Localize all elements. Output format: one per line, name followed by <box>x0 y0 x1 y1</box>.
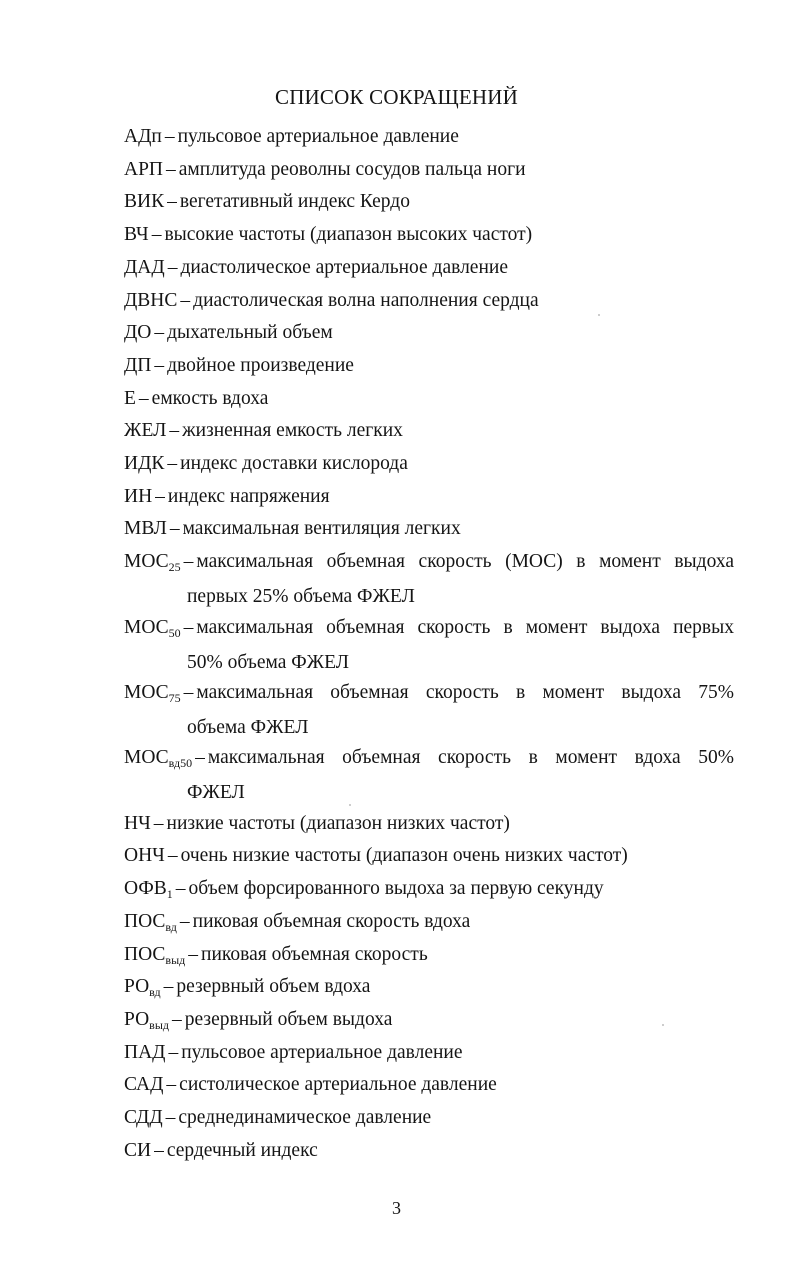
dash-separator: – <box>183 616 194 638</box>
scan-speck <box>662 1024 664 1026</box>
abbreviation-definition: вегетативный индекс Кердо <box>179 191 410 213</box>
abbreviation-term: СИ <box>124 1139 152 1161</box>
abbreviation-entry <box>124 1068 734 1101</box>
abbreviation-subscript: 50 <box>168 625 181 640</box>
entry-first-line <box>124 676 734 711</box>
abbreviation-subscript: вд <box>149 985 161 1000</box>
abbreviation-definition: емкость вдоха <box>151 387 269 409</box>
abbreviation-term: СДД <box>124 1107 163 1128</box>
abbreviation-term: МОС <box>124 551 169 573</box>
abbreviation-definition: высокие частоты (диапазон высоких частот) <box>164 224 533 246</box>
dash-separator: – <box>165 1107 176 1128</box>
dash-separator: – <box>188 943 199 965</box>
dash-separator: – <box>151 224 162 246</box>
abbreviation-definition: максимальная объемная скорость в момент выдоха первых <box>196 616 734 638</box>
dash-separator: – <box>169 518 180 540</box>
abbreviation-entry <box>124 1101 734 1134</box>
abbreviation-definition: резервный объем выдоха <box>184 1008 393 1030</box>
abbreviation-definition: диастолическая волна наполнения сердца <box>193 289 539 311</box>
abbreviation-term: САД <box>124 1074 164 1096</box>
abbreviation-definition: индекс доставки кислорода <box>180 453 408 474</box>
abbreviation-definition-continued: первых 25% объема ФЖЕЛ <box>187 586 415 608</box>
dash-separator: – <box>154 354 165 376</box>
abbreviation-term: АРП <box>124 158 164 180</box>
dash-separator: – <box>179 910 190 932</box>
abbreviation-term: ЖЕЛ <box>124 420 167 442</box>
abbreviation-entry <box>124 905 734 940</box>
abbreviation-entry <box>124 447 734 480</box>
abbreviation-definition: двойное произведение <box>167 354 354 376</box>
dash-separator: – <box>167 845 178 867</box>
abbreviation-definition: диастолическое артериальное давление <box>180 256 508 278</box>
dash-separator: – <box>166 158 176 180</box>
abbreviation-entry <box>124 970 734 1005</box>
dash-separator: – <box>167 191 177 213</box>
abbreviation-definition: среднединамическое давление <box>178 1107 432 1128</box>
abbreviation-term: НЧ <box>124 812 151 834</box>
page-number: 3 <box>392 1198 401 1218</box>
abbreviation-entry <box>124 872 734 907</box>
abbreviation-term: ОФВ <box>124 878 167 900</box>
abbreviation-entry <box>124 120 734 153</box>
abbreviation-entry <box>124 251 734 284</box>
abbreviation-term: РО <box>124 1008 150 1030</box>
abbreviation-definition: объем форсированного выдоха за первую секунду <box>188 878 604 900</box>
abbreviation-subscript: выд <box>149 1017 170 1032</box>
abbreviation-entry <box>124 218 734 251</box>
abbreviation-term: ВИК <box>124 191 165 213</box>
abbreviation-term: ИДК <box>124 453 165 474</box>
abbreviation-term: ДАД <box>124 256 165 278</box>
abbreviation-term: ПАД <box>124 1041 166 1063</box>
abbreviation-entry <box>124 839 734 872</box>
abbreviation-term: ОНЧ <box>124 845 165 867</box>
abbreviation-term: Е <box>124 387 136 409</box>
abbreviation-term: ДВНС <box>124 289 178 311</box>
abbreviation-entry <box>124 1036 734 1069</box>
dash-separator: – <box>169 420 180 442</box>
abbreviation-definition: очень низкие частоты (диапазон очень низких частот) <box>180 845 628 867</box>
abbreviation-subscript: 25 <box>168 560 181 575</box>
abbreviation-entry <box>124 676 734 744</box>
abbreviation-definition: максимальная объемная скорость в момент выдоха 75% <box>196 681 734 703</box>
abbreviation-definition: дыхательный объем <box>167 322 333 344</box>
abbreviation-subscript: 1 <box>166 887 173 902</box>
scan-speck <box>598 314 600 316</box>
dash-separator: – <box>183 551 194 573</box>
abbreviation-term: ИН <box>124 485 153 507</box>
abbreviation-definition: пульсовое артериальное давление <box>181 1041 463 1063</box>
entry-first-line <box>124 545 734 580</box>
dash-separator: – <box>164 126 175 147</box>
abbreviation-term: МОС <box>124 747 169 769</box>
dash-separator: – <box>172 1008 182 1030</box>
abbreviation-definition: пиковая объемная скорость <box>201 943 428 965</box>
abbreviation-definition: пиковая объемная скорость вдоха <box>192 910 471 932</box>
abbreviation-term: ДО <box>124 322 152 344</box>
abbreviation-subscript: 75 <box>168 690 181 705</box>
dash-separator: – <box>166 1074 177 1096</box>
abbreviation-term: МОС <box>124 616 169 638</box>
dash-separator: – <box>183 681 194 703</box>
abbreviation-definition: пульсовое артериальное давление <box>177 126 459 147</box>
abbreviation-definition: индекс напряжения <box>167 485 330 507</box>
abbreviation-definition-continued: объема ФЖЕЛ <box>187 716 309 738</box>
dash-separator: – <box>180 289 191 311</box>
dash-separator: – <box>154 322 165 344</box>
dash-separator: – <box>154 1139 164 1161</box>
abbreviation-entry <box>124 153 734 186</box>
abbreviation-definition-continued: ФЖЕЛ <box>187 782 245 804</box>
abbreviation-subscript: вд <box>165 919 177 934</box>
abbreviation-term: АДп <box>124 126 162 147</box>
abbreviation-definition: систолическое артериальное давление <box>179 1074 497 1096</box>
entry-first-line <box>124 741 734 776</box>
abbreviation-entry <box>124 480 734 513</box>
abbreviation-entry <box>124 512 734 545</box>
scan-speck <box>349 804 351 806</box>
abbreviation-entry <box>124 807 734 840</box>
dash-separator: – <box>175 878 186 900</box>
abbreviation-entry <box>124 938 734 973</box>
abbreviation-subscript: выд <box>165 952 186 967</box>
abbreviation-definition: максимальная объемная скорость (МОС) в момент выдоха <box>196 551 734 573</box>
abbreviation-entry <box>124 1003 734 1038</box>
abbreviation-entry <box>124 349 734 382</box>
abbreviation-entry <box>124 611 734 679</box>
abbreviation-entry <box>124 284 734 317</box>
abbreviation-term: МОС <box>124 681 169 703</box>
abbreviation-entry <box>124 414 734 447</box>
abbreviation-definition: жизненная емкость легких <box>182 420 403 442</box>
page-title: СПИСОК СОКРАЩЕНИЙ <box>274 85 518 109</box>
dash-separator: – <box>153 812 164 834</box>
dash-separator: – <box>163 976 174 998</box>
abbreviation-term: РО <box>124 976 150 998</box>
abbreviation-definition-continued: 50% объема ФЖЕЛ <box>187 651 350 673</box>
dash-separator: – <box>167 256 178 278</box>
abbreviation-term: МВЛ <box>124 518 167 540</box>
abbreviation-definition: резервный объем вдоха <box>176 976 371 998</box>
dash-separator: – <box>155 485 165 507</box>
abbreviation-term: ДП <box>124 354 152 376</box>
abbreviation-definition: амплитуда реоволны сосудов пальца ноги <box>178 158 526 180</box>
dash-separator: – <box>138 387 149 409</box>
dash-separator: – <box>168 1041 179 1063</box>
abbreviation-entry <box>124 316 734 349</box>
abbreviation-definition: сердечный индекс <box>166 1139 318 1161</box>
abbreviation-definition: низкие частоты (диапазон низких частот) <box>166 812 510 834</box>
abbreviation-term: ВЧ <box>124 224 149 246</box>
abbreviation-entry <box>124 545 734 613</box>
abbreviation-subscript: вд50 <box>168 756 193 771</box>
abbreviation-definition: максимальная объемная скорость в момент вдоха 50% <box>207 747 734 769</box>
abbreviation-entry <box>124 1134 734 1167</box>
abbreviation-term: ПОС <box>124 943 166 965</box>
abbreviation-term: ПОС <box>124 910 166 932</box>
abbreviation-entry <box>124 382 734 415</box>
entry-first-line <box>124 611 734 646</box>
abbreviation-definition: максимальная вентиляция легких <box>182 518 461 540</box>
abbreviation-entry <box>124 741 734 809</box>
abbreviation-entry <box>124 185 734 218</box>
dash-separator: – <box>195 747 205 769</box>
dash-separator: – <box>167 453 178 474</box>
